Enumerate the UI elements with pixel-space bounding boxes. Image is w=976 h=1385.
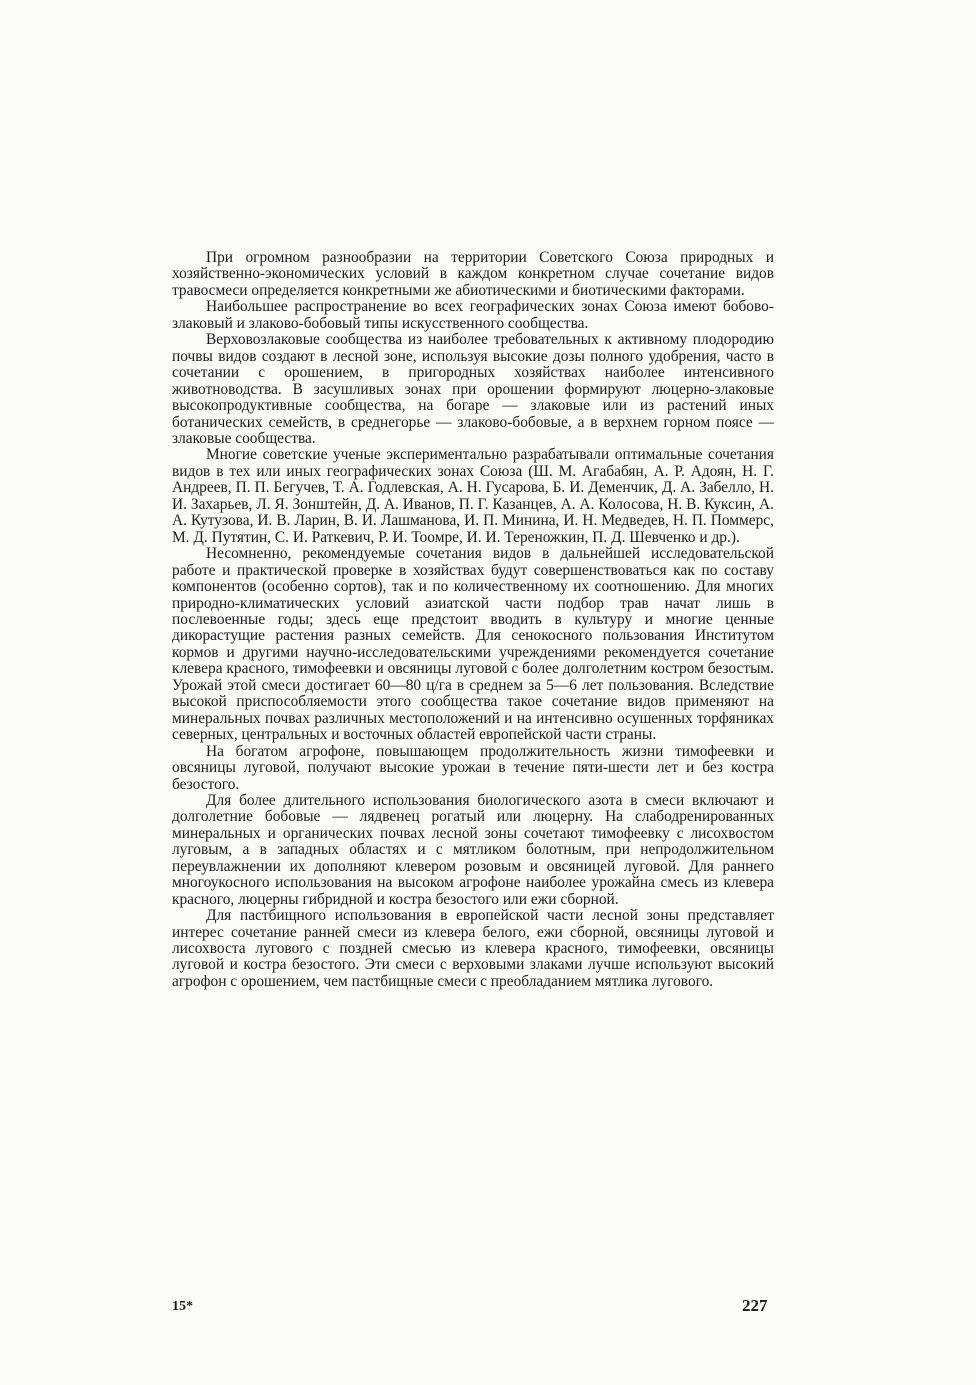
paragraph: Верховозлаковые сообщества из наиболее требовательных к активному плодородию почвы видов создают в лесной зоне, используя высокие дозы полного удобрения, часто в сочетании с орошением, в пригородных хозяйствах наиболее интенсивного животноводства. В засушливых зонах при орошении формируют люцерно-злаковые высокопродуктивные сообщества, на богаре — злаковые или из растений иных ботанических семейств, в среднегорье — злаково-бобовые, а в верхнем горном поясе — злаковые сообщества. (172, 331, 774, 447)
paragraph: Наибольшее распространение во всех географических зонах Союза имеют бобово-злаковый и злаково-бобовый типы искусственного сообщества. (172, 298, 774, 332)
signature-mark: 15* (172, 1299, 193, 1314)
paragraph: Для более длительного использования биологического азота в смеси включают и долголетние бобовые — лядвенец рогатый или люцерну. На слабодренированных минеральных и органических почвах лесной зоны сочетают тимофеевку с лисохвостом луговым, а в западных областях и с мятликом болотным, при непродолжительном переувлажнении их дополняют клевером розовым и овсяницей луговой. Для раннего многоукосного использования на высоком агрофоне наиболее урожайна смесь из клевера красного, люцерны гибридной и костра безостого или ежи сборной. (172, 791, 774, 908)
paragraph: Для пастбищного использования в европейской части лесной зоны представляет интерес сочетание ранней смеси из клевера белого, ежи сборной, овсяницы луговой и лисохвоста лугового с поздней смесью из клевера красного, тимофеевки, овсяницы луговой и костра безостого. Эти смеси с верховыми злаками лучше используют высокий агрофон с орошением, чем пастбищные смеси с преобладанием мятлика лугового. (172, 907, 774, 990)
paragraph: При огромном разнообразии на территории Советского Союза природных и хозяйственно-экономических условий в каждом конкретном случае сочетание видов травосмеси определяется конкретными же абиотическими и биотическими факторами. (172, 249, 774, 299)
paragraph: На богатом агрофоне, повышающем продолжительность жизни тимофеевки и овсяницы луговой, получают высокие урожаи в течение пяти-шести лет и без костра безостого. (172, 742, 774, 793)
paragraph: Несомненно, рекомендуемые сочетания видов в дальнейшей исследовательской работе и практической проверке в хозяйствах будут совершенствоваться как по составу компонентов (особенно сортов), так и по количественному их соотношению. Для многих природно-климатических условий азиатской части подбор трав начат лишь в послевоенные годы; здесь еще предстоит вводить в культуру и многие ценные дикорастущие растения разных семейств. Для сенокосного пользования Институтом кормов и другими научно-исследовательскими учреждениями рекомендуется сочетание клевера красного, тимофеевки и овсяницы луговой с более долголетним костром безостым. Урожай этой смеси достигает 60—80 ц/га в среднем за 5—6 лет пользования. Вследствие высокой приспособляемости этого сообщества такое сочетание видов применяют на минеральных почвах различных местоположений и на интенсивно осушенных торфяниках северных, центральных и восточных областей европейской части страны. (172, 545, 774, 744)
page-number: 227 (742, 1296, 768, 1315)
paragraph: Многие советские ученые экспериментально разрабатывали оптимальные сочетания видов в тех или иных географических зонах Союза (Ш. М. Агабабян, А. Р. Адоян, Н. Г. Андреев, П. П. Бегучев, Т. А. Годлевская, А. Н. Гусарова, Б. И. Деменчик, Д. А. Забелло, Н. И. Захарьев, Л. Я. Зонштейн, Д. А. Иванов, П. Г. Казанцев, А. А. Колосова, Н. В. Куксин, А. А. Кутузова, И. В. Ларин, В. И. Лашманова, И. П. Минина, И. Н. Медведев, Н. П. Поммерс, М. Д. Путятин, С. И. Раткевич, Р. И. Тоомре, И. И. Тереножкин, П. Д. Шевченко и др.). (172, 446, 774, 546)
body-text (172, 250, 774, 990)
